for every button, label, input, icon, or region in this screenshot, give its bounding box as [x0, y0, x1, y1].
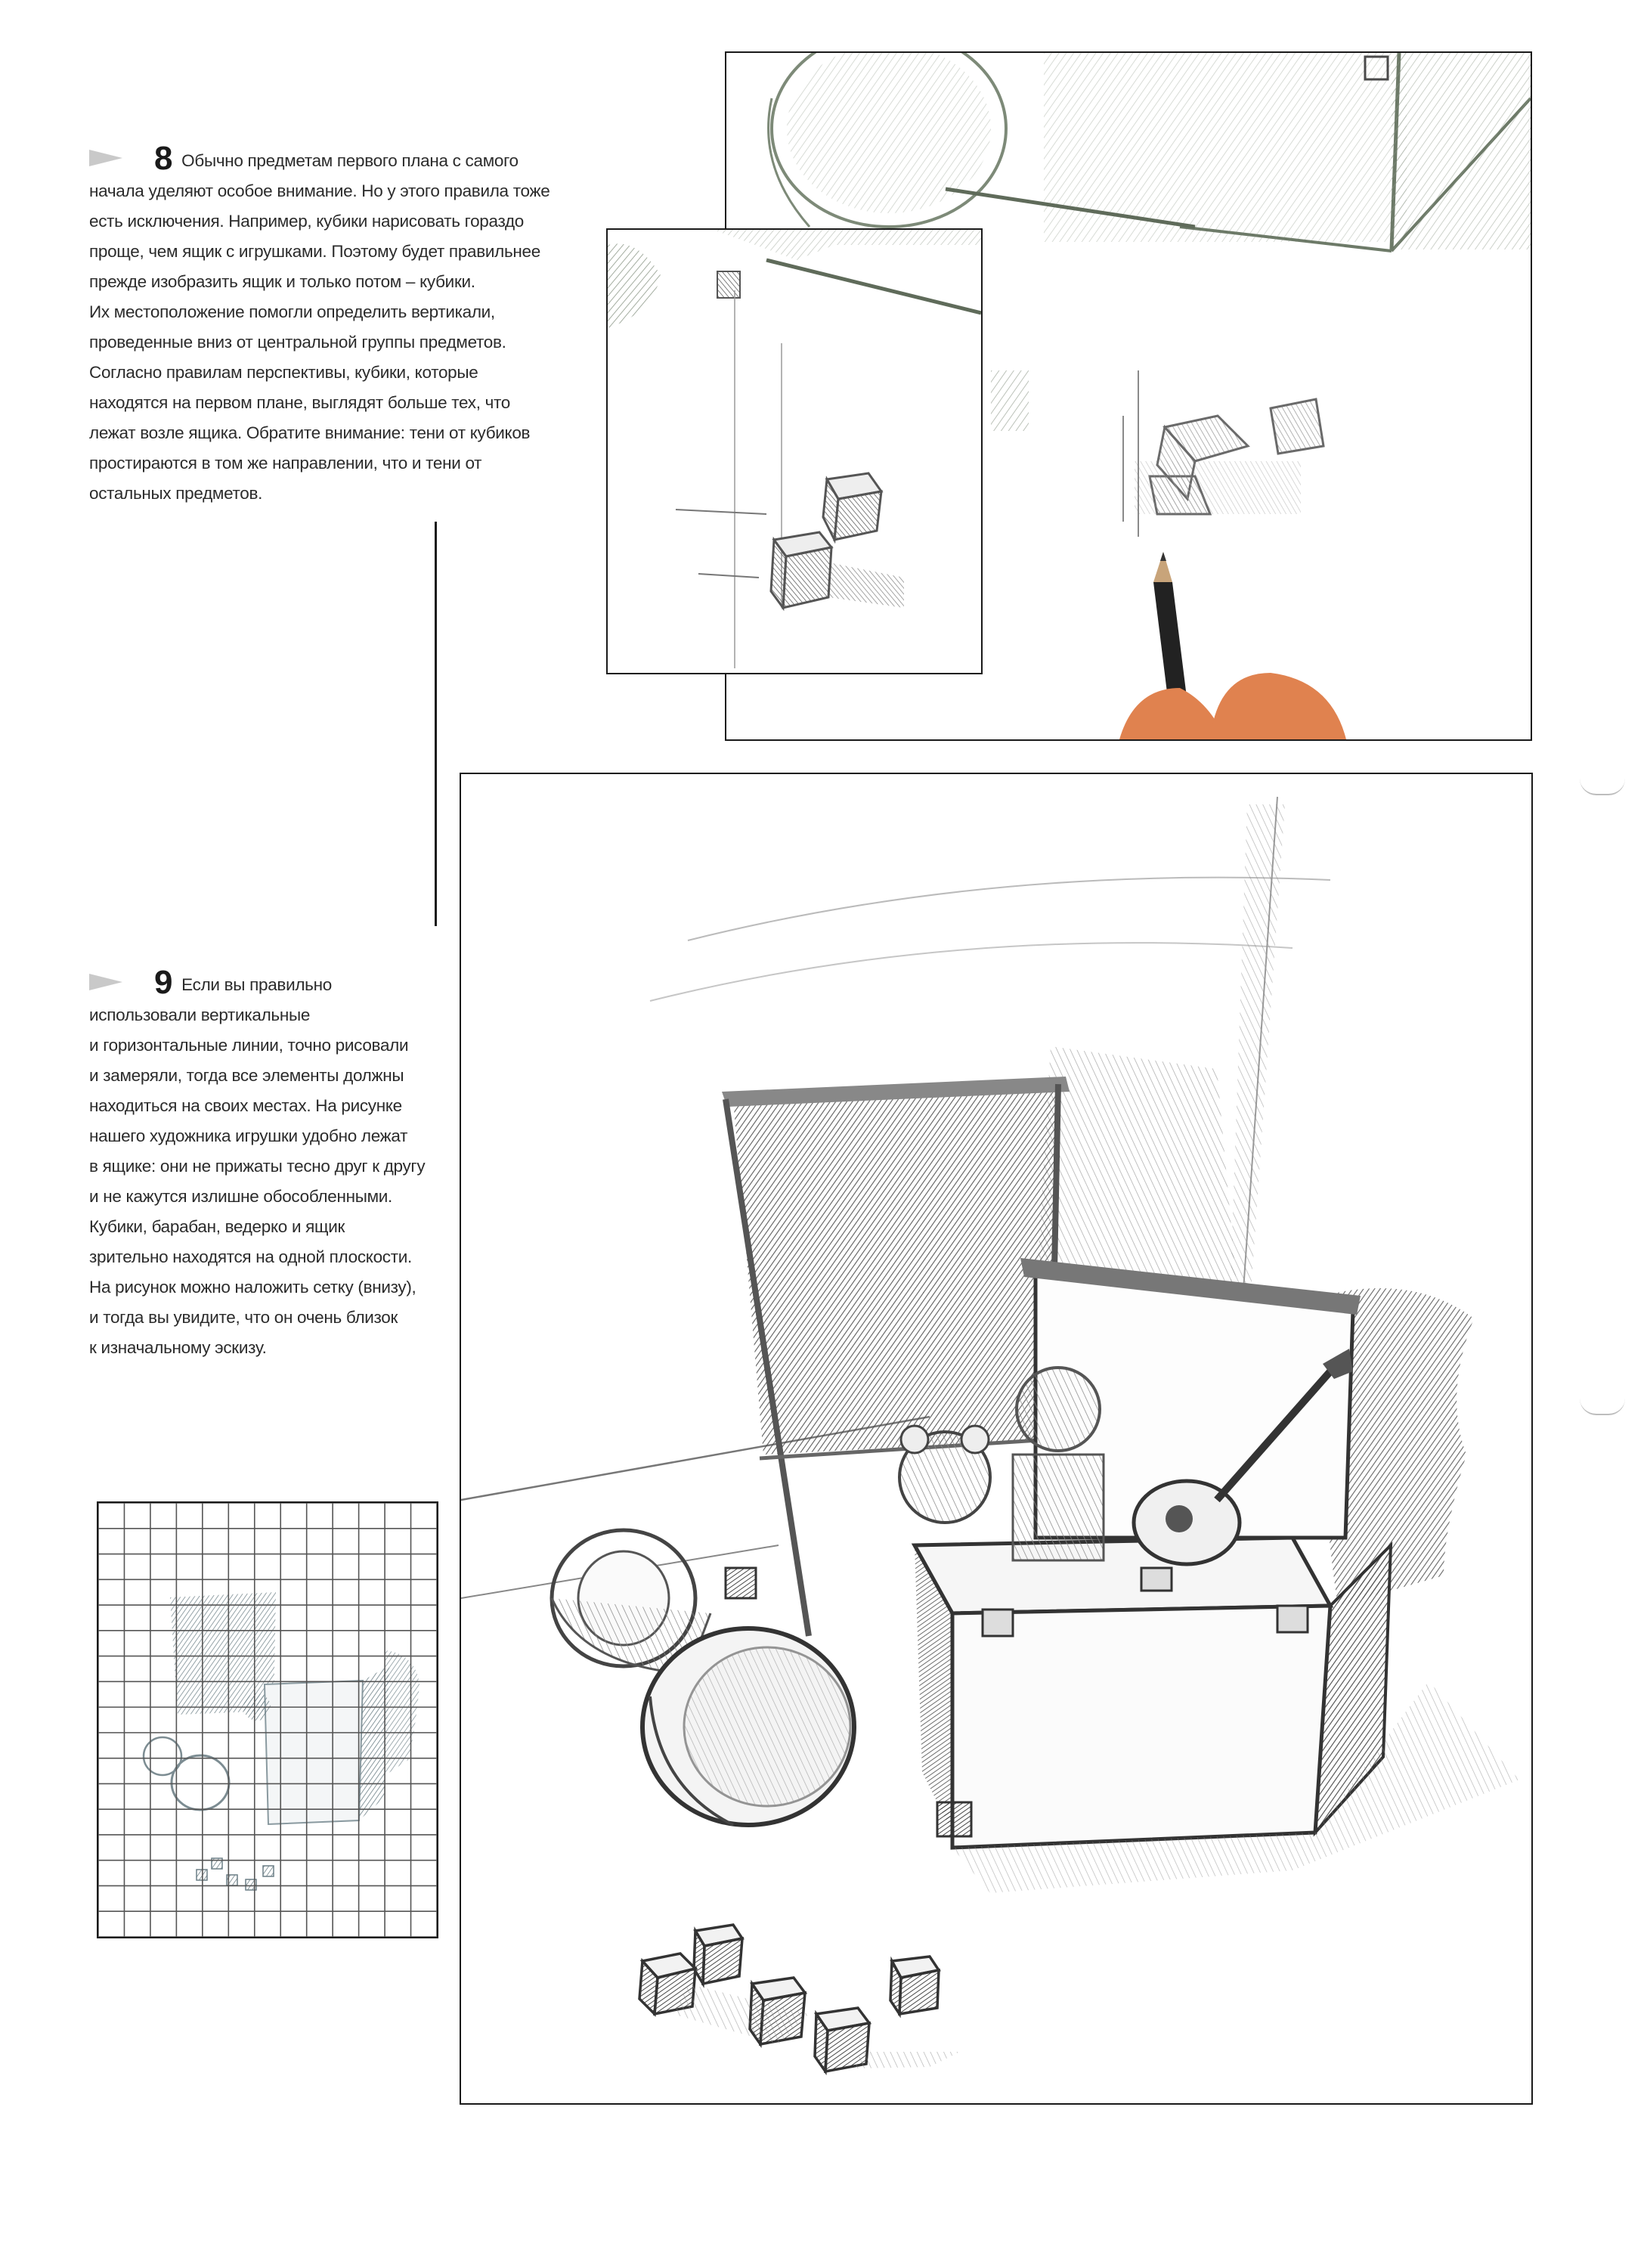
step-8-sketch-inset-drawing: [608, 230, 981, 673]
step-9-line-5: находиться на своих местах. На рисунке: [89, 1096, 402, 1115]
binder-hole-bottom: [1580, 1399, 1625, 1415]
step-9-line-12: и тогда вы увидите, что он очень близок: [89, 1308, 398, 1327]
step-8-line-5: прежде изобразить ящик и только потом – кубики.: [89, 272, 475, 291]
step-9-heading: [89, 964, 425, 1001]
step-9-line-7: в ящике: они не прижаты тесно друг к другу: [89, 1157, 426, 1176]
step-8-line-4: проще, чем ящик с игрушками. Поэтому будет правильнее: [89, 242, 540, 261]
grid-overlay-drawing: [98, 1503, 437, 1937]
step-8-sketch-inset: [606, 228, 983, 674]
step-9-line-10: зрительно находятся на одной плоскости.: [89, 1247, 412, 1266]
step-8-line-7: проведенные вниз от центральной группы предметов.: [89, 333, 506, 352]
vertical-divider: [435, 522, 437, 926]
grid-overlay-thumbnail: [97, 1501, 438, 1938]
grid-thumb-tube: [144, 1737, 181, 1775]
step-8-arrow-icon: [89, 150, 122, 166]
step-8-text: [89, 140, 550, 509]
step-8-line-3: есть исключения. Например, кубики нарисовать гораздо: [89, 212, 525, 231]
grid-thumb-chest: [265, 1681, 363, 1824]
step-9-line-3: и горизонтальные линии, точно рисовали: [89, 1036, 409, 1055]
grid-thumb-sheet: [385, 1650, 419, 1775]
step-9-text: [89, 964, 426, 1363]
step-9-line-6: нашего художника игрушки удобно лежат: [89, 1126, 408, 1145]
step-9-line-11: На рисунок можно наложить сетку (внизу),: [89, 1278, 416, 1297]
step-9-final-drawing-svg: [461, 774, 1531, 2103]
step-9-line-8: и не кажутся излишне обособленными.: [89, 1187, 392, 1206]
binder-hole-top: [1580, 779, 1625, 795]
step-9-arrow-icon: [89, 974, 122, 990]
step-8-line-6: Их местоположение помогли определить вертикали,: [89, 302, 495, 321]
step-8-line-8: Согласно правилам перспективы, кубики, которые: [89, 363, 478, 382]
step-8-line-2: начала уделяют особое внимание. Но у этого правила тоже: [89, 181, 550, 200]
step-9-line-13: к изначальному эскизу.: [89, 1338, 267, 1357]
step-8-line-11: простираются в том же направлении, что и тени от: [89, 454, 482, 472]
step-8-line-12: остальных предметов.: [89, 484, 263, 503]
step-9-line-1: Если вы правильно: [181, 975, 332, 994]
step-8-number: 8: [154, 140, 173, 177]
step-9-final-drawing: [460, 773, 1533, 2105]
step-8-line-9: находятся на первом плане, выглядят больше тех, что: [89, 393, 511, 412]
step-9-line-9: Кубики, барабан, ведерко и ящик: [89, 1217, 345, 1236]
step-8-line-1: Обычно предметам первого плана с самого: [181, 151, 519, 170]
step-8-heading: [89, 140, 550, 177]
step-9-number: 9: [154, 964, 173, 1001]
step-8-line-10: лежат возле ящика. Обратите внимание: тени от кубиков: [89, 423, 531, 442]
step-9-line-2: использовали вертикальные: [89, 1005, 311, 1024]
step-9-line-4: и замеряли, тогда все элементы должны: [89, 1066, 404, 1085]
